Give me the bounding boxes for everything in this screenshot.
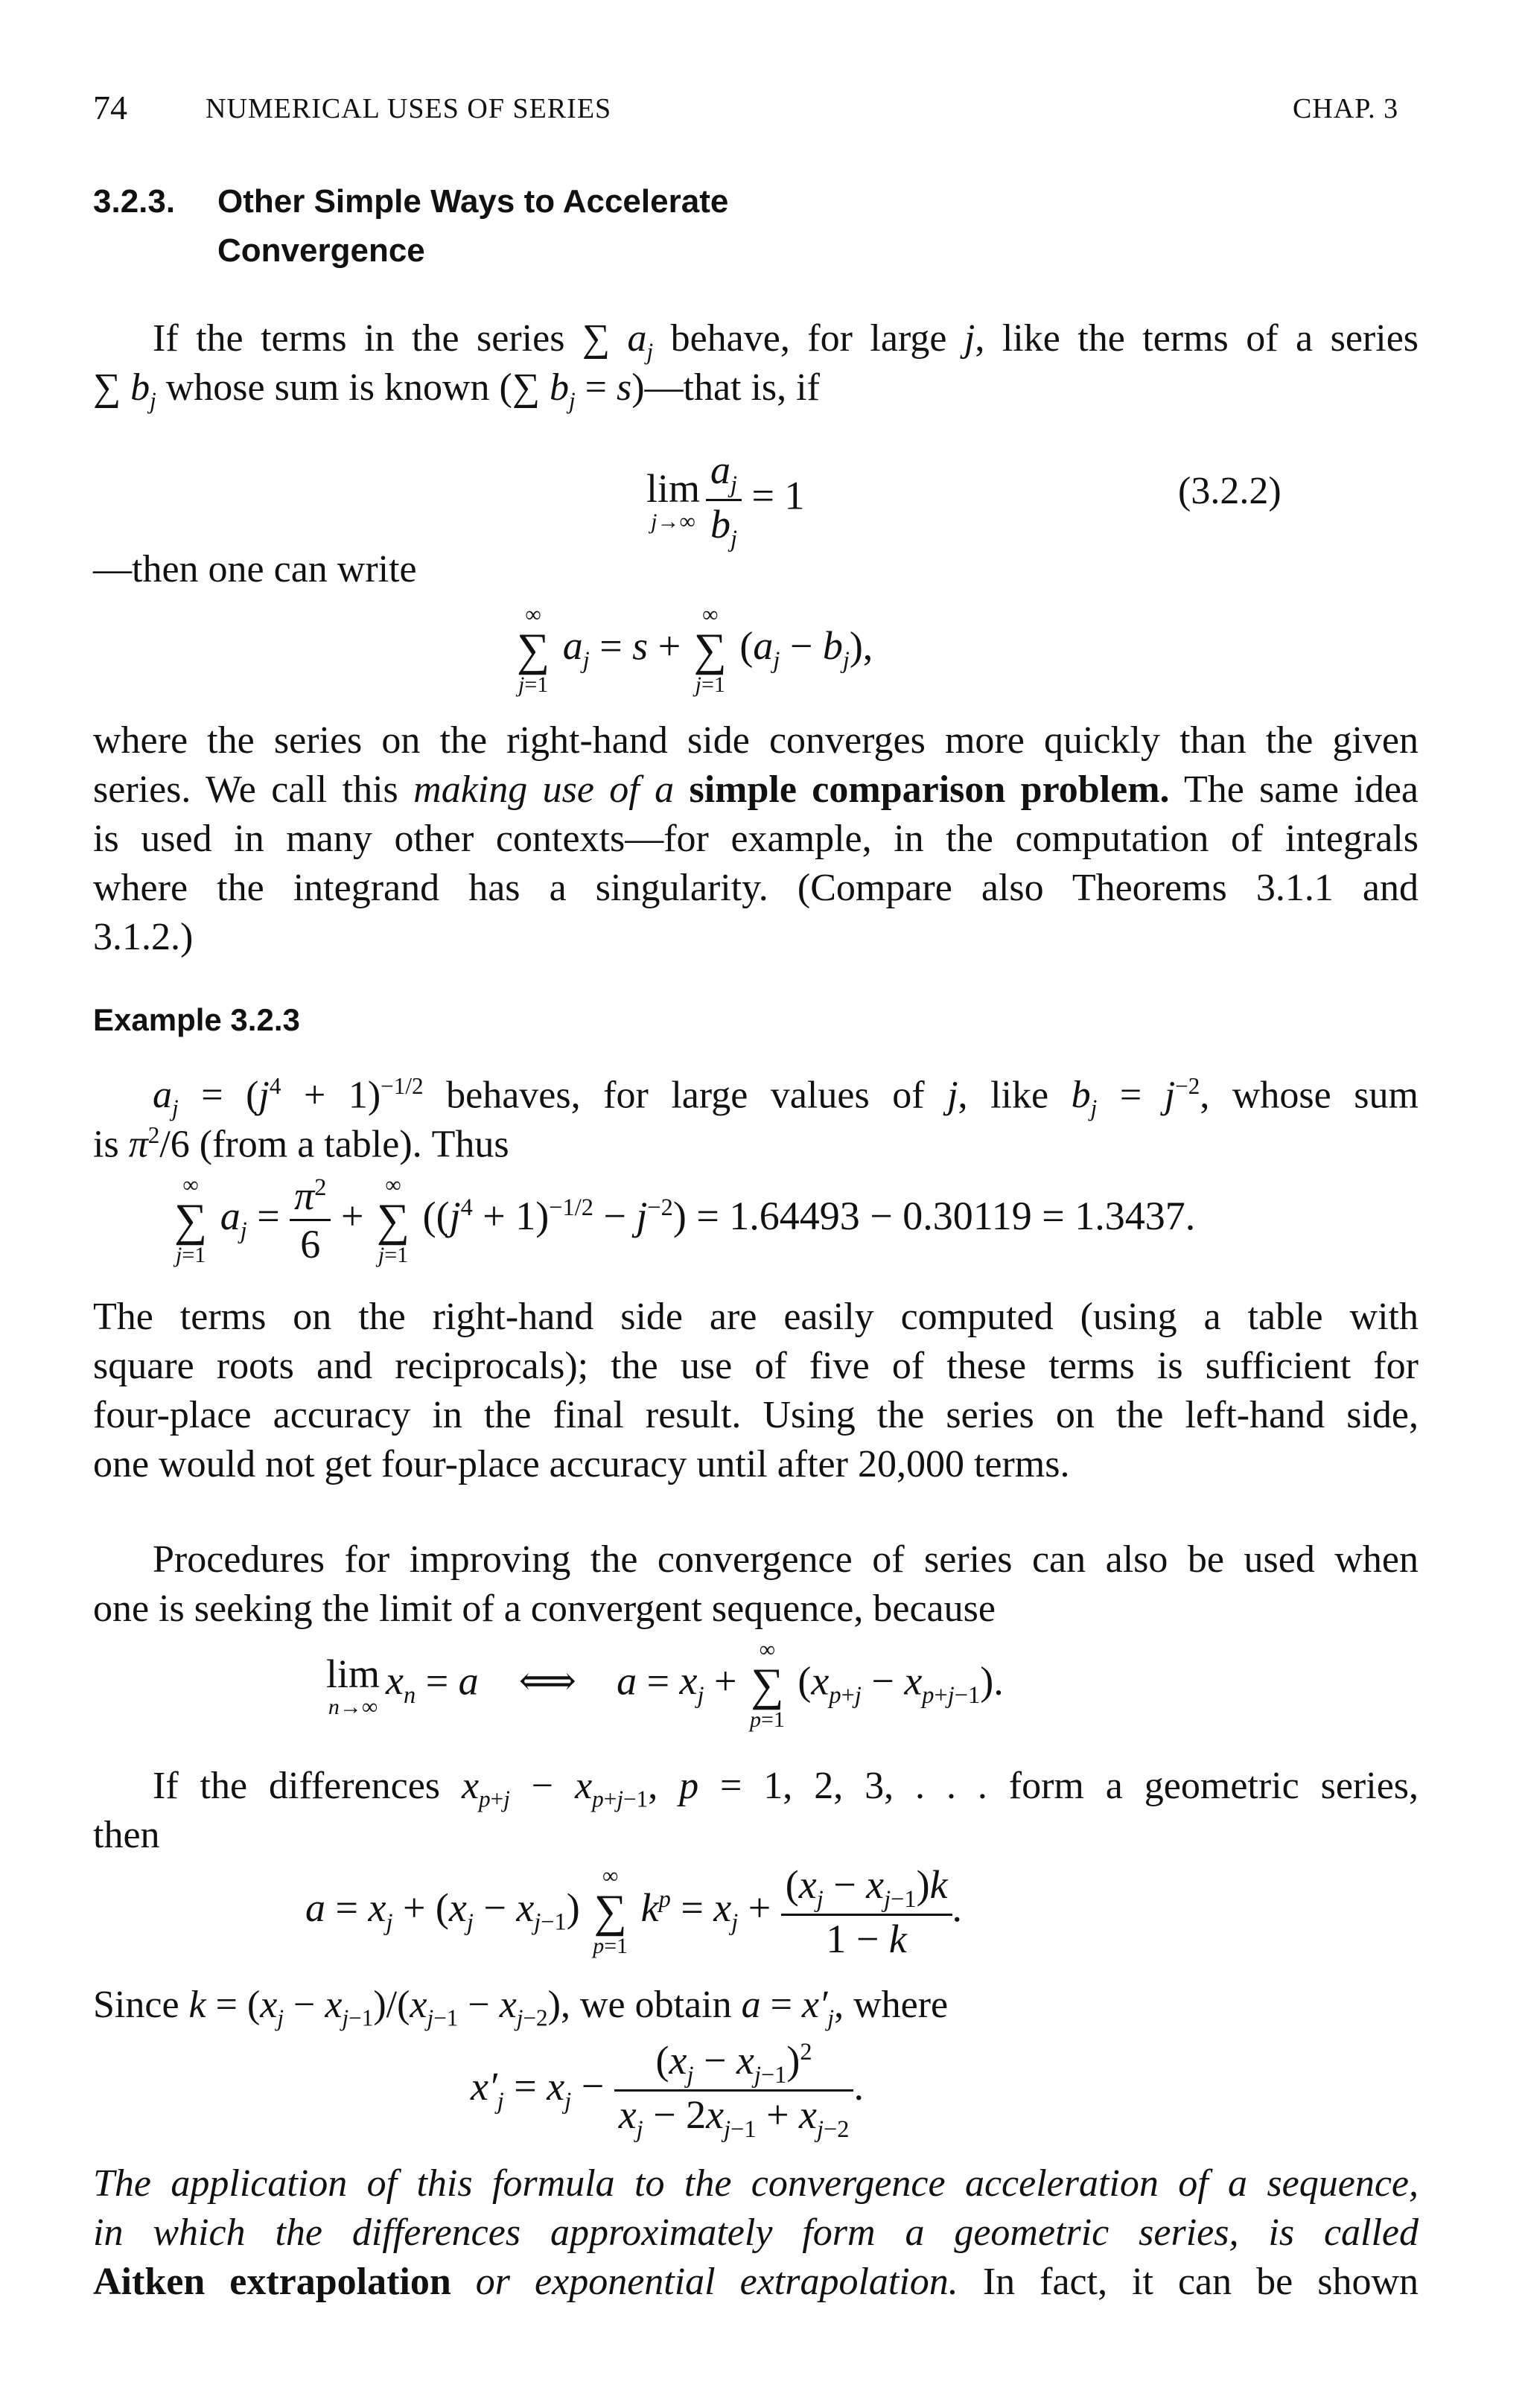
para2-line5: 3.1.2.) <box>93 916 194 958</box>
then-one-can-write: —then one can write <box>93 548 417 590</box>
equation-3-2-2: lim j→∞ $\frac{a_j}{b_j}$ = 1 <box>646 447 805 552</box>
para3-line3: four-place accuracy in the final result. Using the series on the left-hand side, <box>93 1394 1419 1436</box>
example-line1: $a_j = (j^4 + 1)^{-1/2}$ behaves, for large values of j, like $b_j = j^{-2}$, whose sum <box>153 1073 1419 1121</box>
section-title-line1: Other Simple Ways to Accelerate <box>217 183 729 220</box>
equation-label-3-2-2: (3.2.2) <box>1178 470 1282 512</box>
then-label: then <box>93 1814 160 1856</box>
para1-line1: If the terms in the series ∑ $a_j$ behave, for large j, like the terms of a series <box>153 317 1419 365</box>
para2-line3: is used in many other contexts—for example, in the computation of integrals <box>93 818 1419 860</box>
running-title: NUMERICAL USES OF SERIES <box>206 93 612 124</box>
para3-line4: one would not get four-place accuracy until after 20,000 terms. <box>93 1443 1070 1485</box>
section-title-line2: Convergence <box>217 232 425 269</box>
section-number: 3.2.3. <box>93 183 176 220</box>
equation-limit-equivalence: lim n→∞ $x_n = a$ ⟺ $a = x_j$ + ∞ ∑ p=1 $(x_{p+j} - x_{p+j-1})$. <box>326 1637 1004 1732</box>
para3-line1: The terms on the right-hand side are easily computed (using a table with <box>93 1296 1419 1338</box>
para2-line1: where the series on the right-hand side converges more quickly than the given <box>93 719 1419 762</box>
example-line2: is $\pi^2/6$ (from a table). Thus <box>93 1122 509 1166</box>
equation-aitken-formula: $x'_j = x_j$ − $\frac{(x_j - x_{j-1})^2}{x_j - 2x_{j-1} + x_{j-2}}$ . <box>471 2038 864 2143</box>
para3-line2: square roots and reciprocals); the use of five of these terms is sufficient for <box>93 1345 1419 1387</box>
para5-line1: If the differences $x_{p+j} - x_{p+j-1}$, p = 1, 2, 3, . . . form a geometric series, <box>153 1765 1419 1812</box>
equation-sum-comparison: ∞ ∑ j=1 $a_j = s$ + ∞ ∑ j=1 $(a_j - b_j)$, <box>517 602 873 697</box>
since-k-line: Since $k = (x_j - x_{j-1})/(x_{j-1} - x_{j-2})$, we obtain $a = x'_j$, where <box>93 1984 949 2031</box>
chapter-label: CHAP. 3 <box>1293 93 1399 124</box>
para2-line2: series. We call this making use of a simple comparison problem. The same idea <box>93 768 1419 811</box>
para4-line2: one is seeking the limit of a convergent sequence, because <box>93 1587 996 1630</box>
equation-example: ∞ ∑ j=1 $a_j$ = $\frac{\pi^2}{6}$ + ∞ ∑ j=1 $((j^4 + 1)^{-1/2} - j^{-2}) = 1.64493 - 0.30119 = 1.3437$. <box>174 1172 1196 1267</box>
example-label: Example 3.2.3 <box>93 1002 300 1037</box>
para2-line4: where the integrand has a singularity. (Compare also Theorems 3.1.1 and <box>93 867 1419 909</box>
para6-line2: in which the differences approximately form a geometric series, is called <box>93 2211 1419 2254</box>
page-number: 74 <box>93 89 127 127</box>
para6-line3: Aitken extrapolation or exponential extrapolation. In fact, it can be shown <box>93 2261 1419 2303</box>
example-result: = 1.64493 − 0.30119 = 1.3437. <box>696 1193 1196 1238</box>
para4-line1: Procedures for improving the convergence of series can also be used when <box>153 1538 1419 1581</box>
para1-line2: ∑ $b_j$ whose sum is known (∑ $b_j$ = s)—that is, if <box>93 366 820 414</box>
equation-geometric-sum: $a = x_j + (x_j - x_{j-1})$ ∞ ∑ p=1 $k^p = x_j$ + $\frac{(x_j - x_{j-1})k}{1 - k}$ . <box>305 1862 963 1961</box>
para6-line1: The application of this formula to the convergence acceleration of a sequence, <box>93 2162 1419 2205</box>
